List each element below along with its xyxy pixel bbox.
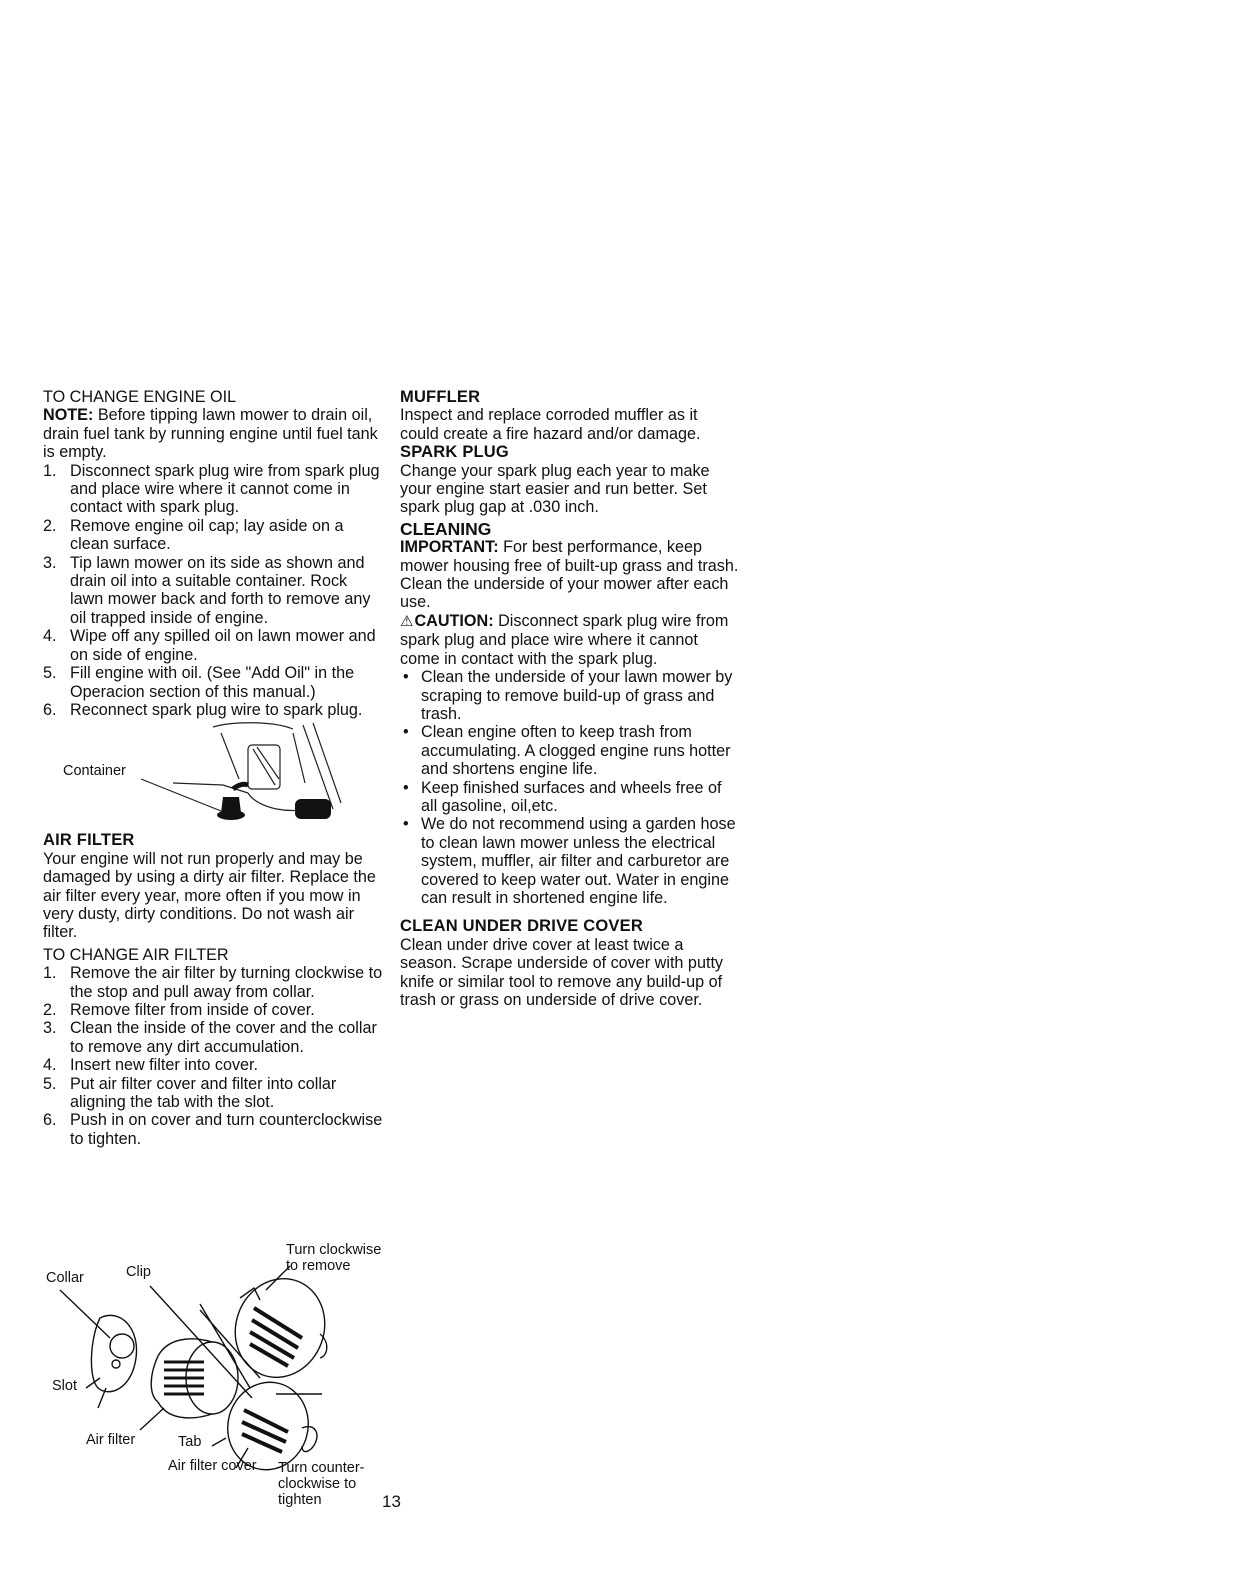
bullet-text: Keep finished surfaces and wheels free of all gasoline, oil,etc. — [421, 778, 722, 815]
list-item — [43, 517, 383, 554]
cleaning-heading: CLEANING — [400, 518, 492, 539]
step-number: 2. — [43, 516, 57, 535]
bullet-icon: • — [403, 668, 409, 687]
step-number: 1. — [43, 461, 57, 480]
list-item — [43, 1075, 383, 1112]
list-item — [43, 554, 383, 628]
step-number: 5. — [43, 664, 57, 683]
step-text: Put air filter cover and filter into collar aligning the tab with the slot. — [70, 1074, 337, 1111]
change-air-filter-title: TO CHANGE AIR FILTER — [43, 945, 229, 964]
list-item — [43, 462, 383, 517]
important-text: For best performance, keep mower housing free of built-up grass and trash. Clean the underside of your mower after each use. — [400, 538, 739, 612]
step-number: 4. — [43, 1056, 57, 1075]
bullet-text: Clean engine often to keep trash from accumulating. A clogged engine runs hotter and shortens engine life. — [421, 723, 731, 779]
cleaning-bullets — [400, 668, 740, 907]
step-number: 4. — [43, 627, 57, 646]
caution-label: CAUTION: — [414, 611, 494, 630]
oil-steps-list — [43, 462, 383, 720]
spark-plug-text: Change your spark plug each year to make your engine start easier and run better. Set spark plug gap at .030 inch. — [400, 461, 710, 517]
step-text: Wipe off any spilled oil on lawn mower and on side of engine. — [70, 627, 376, 664]
list-item — [43, 964, 383, 1001]
air-filter-steps-list — [43, 964, 383, 1148]
oil-note — [43, 406, 383, 461]
list-item — [43, 664, 383, 701]
step-text: Remove engine oil cap; lay aside on a clean surface. — [70, 516, 344, 554]
list-item — [400, 723, 740, 778]
step-text: Remove the air filter by turning clockwise to the stop and pull away from collar. — [70, 964, 383, 1001]
step-number: 1. — [43, 964, 57, 983]
wheel-shape — [295, 799, 331, 819]
bullet-icon: • — [403, 778, 409, 797]
tab-label: Tab — [178, 1434, 202, 1450]
spark-plug-heading: SPARK PLUG — [400, 443, 509, 462]
cover-remove-shape — [222, 1266, 339, 1390]
air-filter-label: Air filter — [86, 1432, 136, 1448]
list-item — [43, 701, 383, 719]
drive-cover-heading: CLEAN UNDER DRIVE COVER — [400, 917, 643, 936]
warning-triangle-icon: ⚠ — [400, 612, 414, 630]
clip-label: Clip — [126, 1264, 151, 1280]
step-text: Tip lawn mower on its side as shown and drain oil into a suitable container. Rock lawn mower back and forth to remove any oil trapped inside of engine. — [70, 553, 371, 627]
step-text: Insert new filter into cover. — [70, 1056, 259, 1075]
left-column — [43, 388, 383, 1148]
bullet-text: We do not recommend using a garden hose to clean lawn mower unless the electrical system, muffler, air filter and carburetor are covered to keep water out. Water in engine can result in shortened engine life. — [421, 815, 736, 907]
list-item — [43, 1001, 383, 1019]
important-paragraph — [400, 538, 740, 612]
air-filter-heading: AIR FILTER — [43, 831, 135, 850]
air-filter-intro: Your engine will not run properly and may be damaged by using a dirty air filter. Replace the air filter every year, more often if you mow in very dusty, dirty conditions. Do not wash air filter. — [43, 849, 376, 942]
step-text: Reconnect spark plug wire to spark plug. — [70, 700, 363, 719]
list-item — [43, 1019, 383, 1056]
bullet-icon: • — [403, 723, 409, 742]
slot-label: Slot — [52, 1378, 77, 1394]
drive-cover-text: Clean under drive cover at least twice a season. Scrape underside of cover with putty knife or similar tool to remove any build-up of trash or grass on underside of drive cover. — [400, 935, 724, 1009]
caution-paragraph — [400, 612, 740, 668]
list-item — [400, 779, 740, 816]
step-text: Fill engine with oil. (See "Add Oil" in the Operacion section of this manual.) — [70, 664, 355, 701]
muffler-text: Inspect and replace corroded muffler as it could create a fire hazard and/or damage. — [400, 406, 701, 443]
step-number: 3. — [43, 1019, 57, 1038]
turn-tighten-label: Turn counter-clockwise to tighten — [278, 1460, 365, 1508]
page-number: 13 — [382, 1492, 401, 1511]
list-item — [43, 1056, 383, 1074]
container-label: Container — [63, 763, 126, 780]
step-text: Clean the inside of the cover and the collar to remove any dirt accumulation. — [70, 1019, 377, 1056]
bullet-text: Clean the underside of your lawn mower by scraping to remove build-up of grass and trash. — [421, 668, 733, 723]
collar-label: Collar — [46, 1270, 84, 1286]
step-text: Remove filter from inside of cover. — [70, 1000, 315, 1019]
caution-text: Disconnect spark plug wire from spark plug and place wire where it cannot come in contact with the spark plug. — [400, 611, 729, 668]
step-text: Disconnect spark plug wire from spark plug and place wire where it cannot come in contact with spark plug. — [70, 461, 380, 517]
oil-section-title: TO CHANGE ENGINE OIL — [43, 388, 237, 406]
turn-remove-label: Turn clockwise to remove — [286, 1242, 382, 1274]
air-filter-cover-label: Air filter cover — [168, 1458, 257, 1474]
step-number: 6. — [43, 1111, 57, 1130]
step-number: 3. — [43, 553, 57, 572]
right-column — [400, 388, 740, 1009]
step-number: 5. — [43, 1074, 57, 1093]
list-item — [43, 627, 383, 664]
oil-drain-illustration — [43, 719, 383, 831]
note-text: Before tipping lawn mower to drain oil, drain fuel tank by running engine until fuel tank is empty. — [43, 406, 378, 462]
air-filter-illustration — [40, 1238, 400, 1528]
list-item — [43, 1111, 383, 1148]
step-text: Push in on cover and turn counterclockwise to tighten. — [70, 1111, 383, 1148]
muffler-heading: MUFFLER — [400, 388, 481, 406]
step-number: 6. — [43, 700, 57, 719]
step-number: 2. — [43, 1000, 57, 1019]
note-label: NOTE: — [43, 406, 94, 425]
list-item — [400, 668, 740, 723]
important-label: IMPORTANT: — [400, 538, 499, 557]
list-item — [400, 815, 740, 907]
bullet-icon: • — [403, 815, 409, 834]
